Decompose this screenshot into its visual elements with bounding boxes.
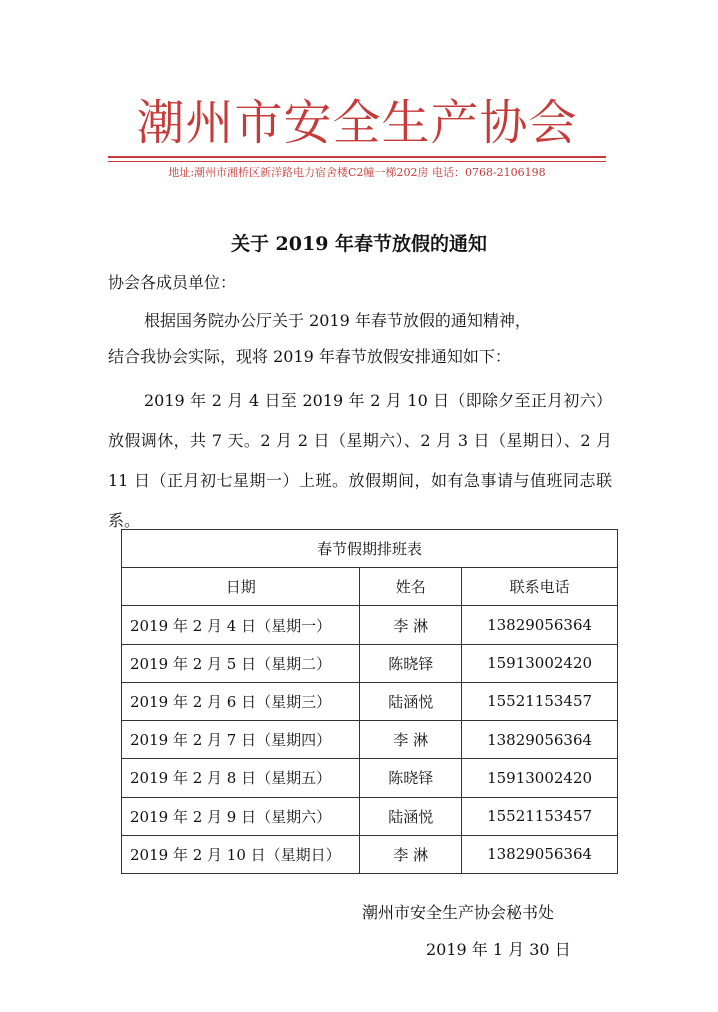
cell-date: 2019 年 2 月 4 日（星期一） (122, 606, 360, 644)
cell-date: 2019 年 2 月 10 日（星期日） (122, 835, 360, 873)
notice-title: 关于 2019 年春节放假的通知 (230, 233, 488, 255)
table-row (122, 682, 618, 720)
table-row (122, 644, 618, 682)
cell-phone: 15913002420 (462, 759, 618, 797)
cell-date: 2019 年 2 月 8 日（星期五） (122, 759, 360, 797)
table-caption: 春节假期排班表 (122, 530, 618, 568)
table-row (122, 835, 618, 873)
cell-name: 李 淋 (360, 606, 462, 644)
intro-line-2: 结合我协会实际，现将 2019 年春节放假安排通知如下： (108, 347, 511, 366)
header-date: 日期 (122, 568, 360, 606)
cell-name: 陈晓铎 (360, 759, 462, 797)
schedule-paragraph: 2019 年 2 月 4 日至 2019 年 2 月 10 日（即除夕至正月初六）放假调休，共 7 天。2 月 2 日（星期六）、2 月 3 日（星期日）、2 月 11 日（正月初七星期一）上班。放假期间，如有急事请与值班同志联系。 (108, 391, 612, 530)
cell-phone: 13829056364 (462, 606, 618, 644)
letterhead-rule-thin (108, 161, 606, 162)
signature-org: 潮州市安全生产协会秘书处 (362, 903, 555, 922)
cell-name: 陆涵悦 (360, 797, 462, 835)
table-row (122, 721, 618, 759)
table-row (122, 759, 618, 797)
table-row (122, 797, 618, 835)
intro-line-1: 根据国务院办公厅关于 2019 年春节放假的通知精神， (144, 311, 531, 330)
header-phone: 联系电话 (462, 568, 618, 606)
salutation: 协会各成员单位： (108, 273, 237, 292)
cell-date: 2019 年 2 月 9 日（星期六） (122, 797, 360, 835)
table-row (122, 606, 618, 644)
cell-phone: 13829056364 (462, 835, 618, 873)
cell-name: 李 淋 (360, 835, 462, 873)
cell-date: 2019 年 2 月 7 日（星期四） (122, 721, 360, 759)
cell-name: 陆涵悦 (360, 682, 462, 720)
signature-date: 2019 年 1 月 30 日 (426, 940, 571, 959)
cell-date: 2019 年 2 月 5 日（星期二） (122, 644, 360, 682)
letterhead-address: 地址:潮州市湘桥区新洋路电力宿舍楼C2幢一梯202房 电话：0768-2106198 (168, 166, 546, 179)
cell-phone: 13829056364 (462, 721, 618, 759)
letterhead-org-name: 潮州市安全生产协会 (136, 95, 578, 151)
cell-name: 李 淋 (360, 721, 462, 759)
cell-phone: 15521153457 (462, 797, 618, 835)
cell-date: 2019 年 2 月 6 日（星期三） (122, 682, 360, 720)
letterhead-rule-thick (108, 156, 606, 158)
duty-schedule-table (121, 529, 618, 874)
cell-phone: 15521153457 (462, 682, 618, 720)
table-header-row (122, 568, 618, 606)
cell-name: 陈晓铎 (360, 644, 462, 682)
header-name: 姓名 (360, 568, 462, 606)
cell-phone: 15913002420 (462, 644, 618, 682)
